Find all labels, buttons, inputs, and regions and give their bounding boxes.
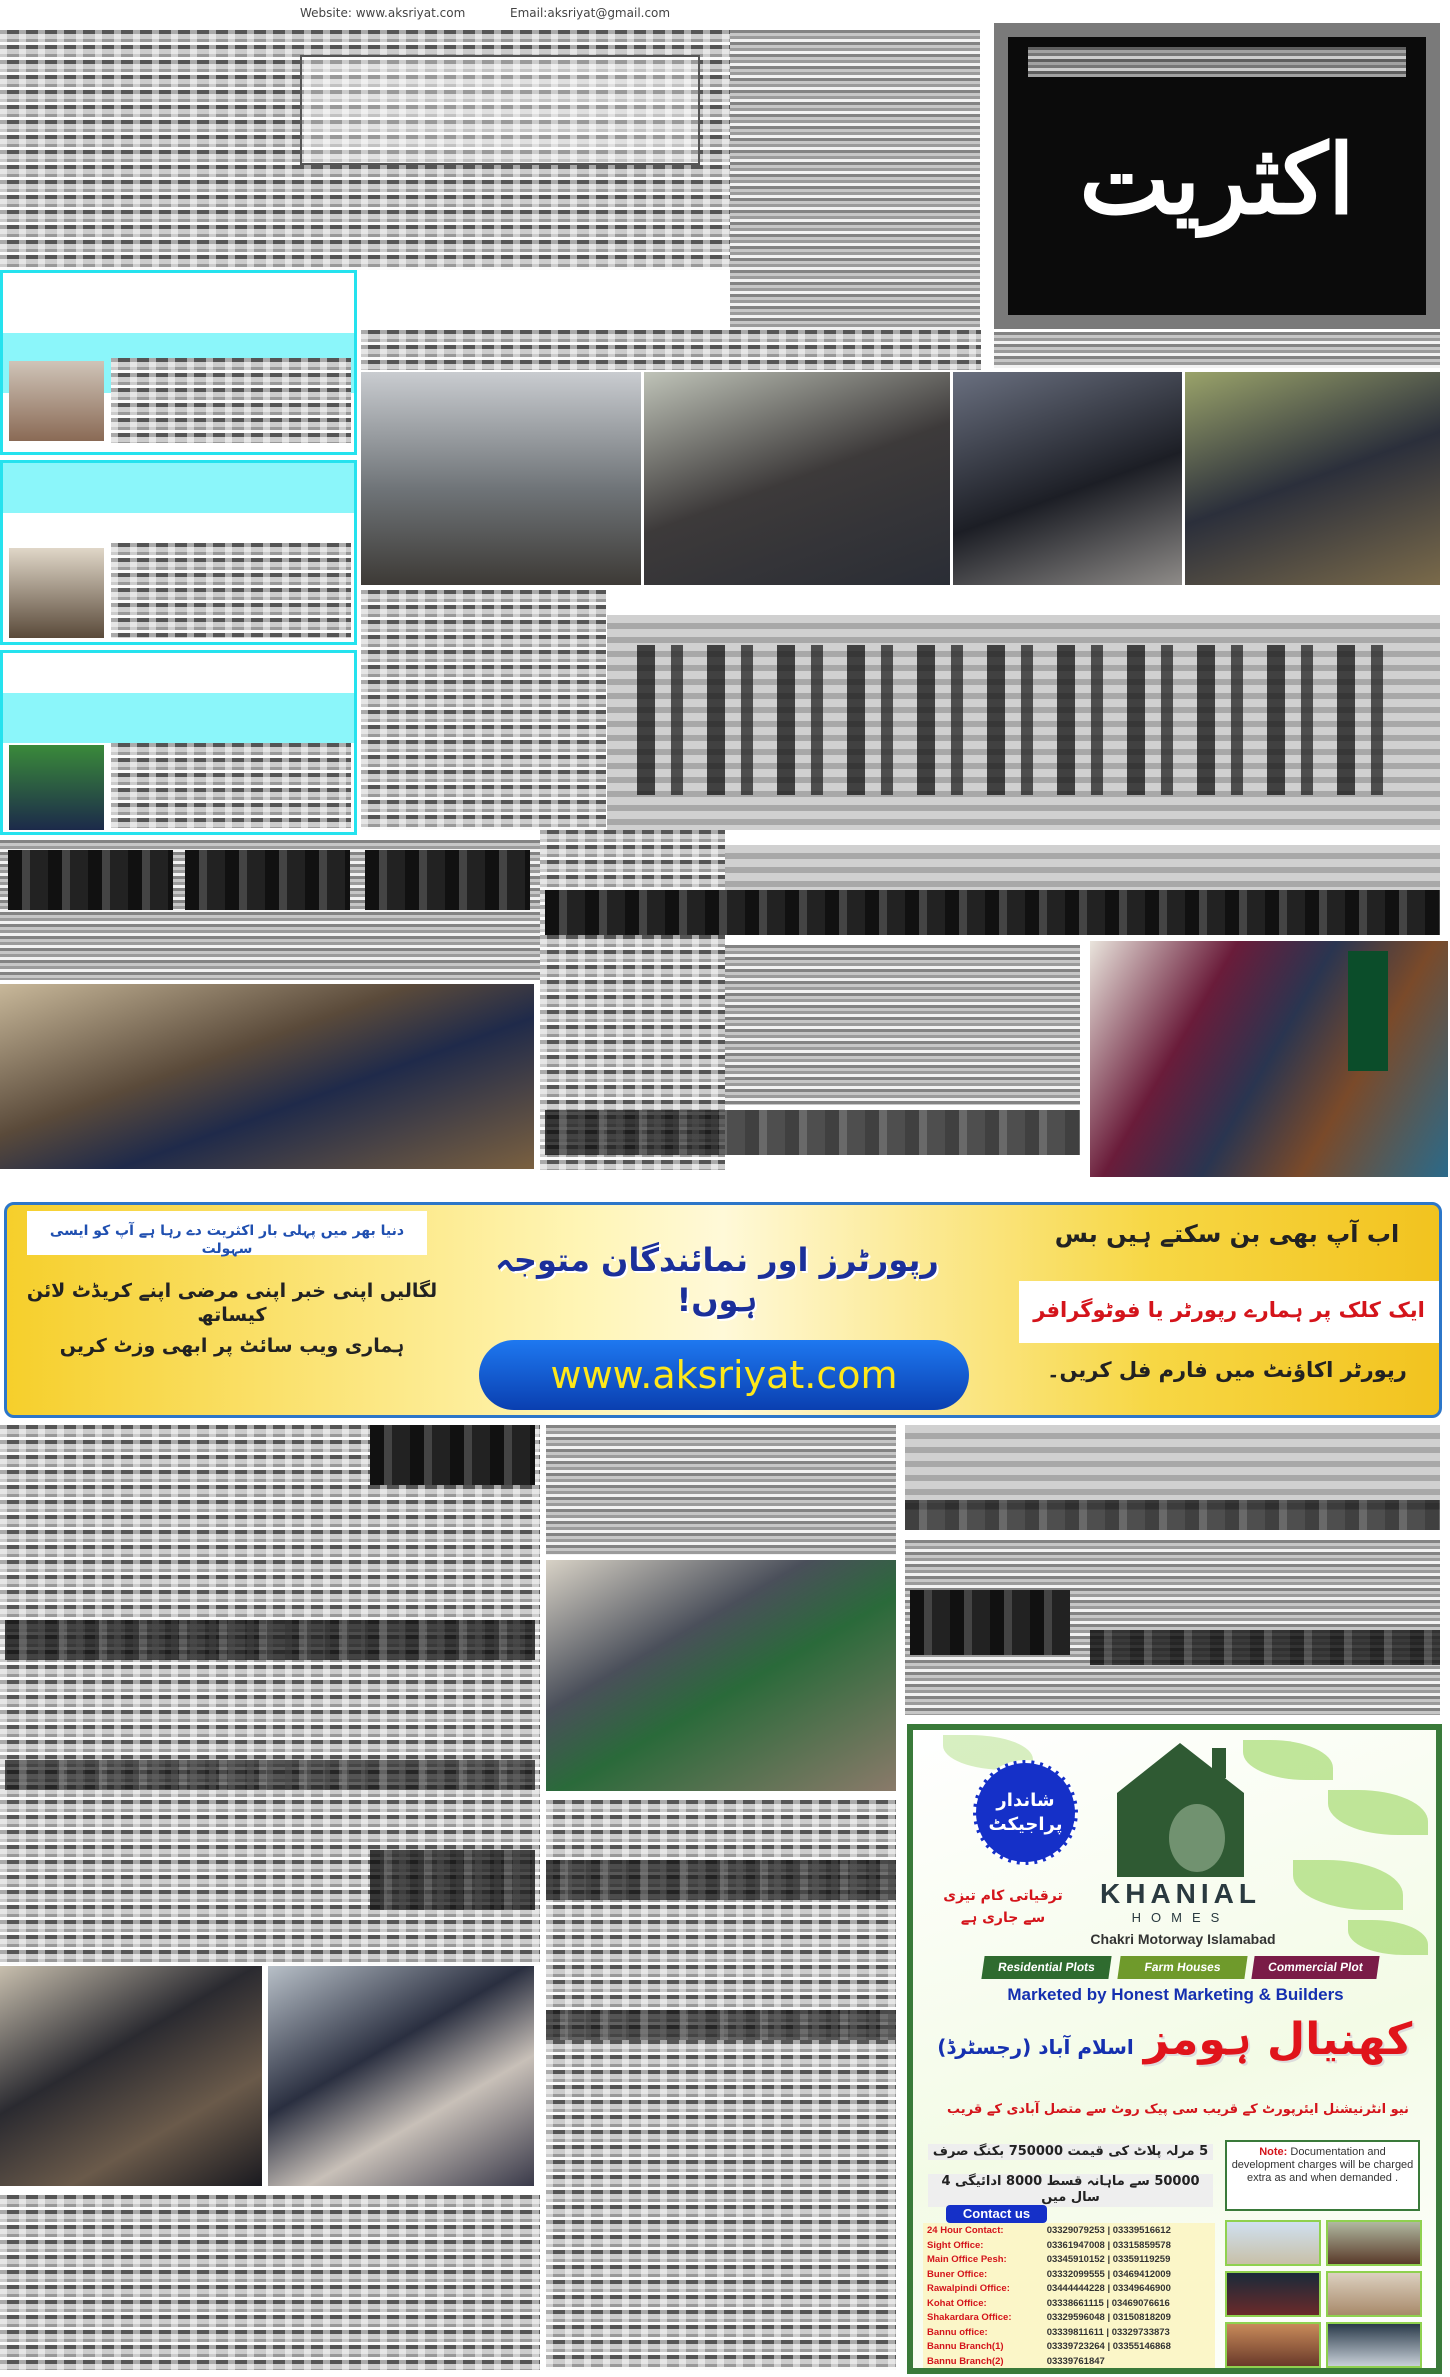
contact-row xyxy=(927,2253,1211,2268)
meeting-photo xyxy=(0,984,534,1169)
news-photo-strip xyxy=(361,372,1440,585)
office-name: Bannu Branch(2) xyxy=(927,2355,1004,2367)
tag-farm-houses: Farm Houses xyxy=(1117,1956,1247,1979)
brand-sub: HOMES xyxy=(1131,1910,1230,1925)
photo-caption-text xyxy=(361,330,981,370)
note-box xyxy=(1225,2140,1420,2211)
lower-right-strip xyxy=(905,1500,1440,1530)
brief-text xyxy=(111,358,351,443)
project-photo xyxy=(1225,2220,1321,2266)
contact-row xyxy=(927,2268,1211,2283)
brand-name: KHANIAL xyxy=(1100,1878,1261,1909)
top-middle-text xyxy=(730,30,980,330)
email-label: Email:aksriyat@gmail.com xyxy=(510,6,671,20)
urdu-title-red: کھنیال ہومز xyxy=(1143,2014,1413,2065)
brief-text xyxy=(111,543,351,638)
news-photo xyxy=(953,372,1182,585)
project-photo xyxy=(1225,2322,1321,2368)
project-photos xyxy=(1225,2220,1422,2368)
contact-row xyxy=(927,2311,1211,2326)
masthead xyxy=(994,23,1440,329)
office-name: Bannu office: xyxy=(927,2326,988,2338)
mini-headline xyxy=(365,850,530,910)
project-photo xyxy=(1326,2271,1422,2317)
brief-box-1 xyxy=(0,270,357,455)
marketed-by: Marketed by Honest Marketing & Builders xyxy=(1007,1985,1344,2004)
banner-left-line1: لگالیں اپنی خبر اپنی مرضی اپنے کریڈٹ لائن کیساتھ xyxy=(26,1280,438,1326)
office-meeting-photo xyxy=(546,1560,896,1791)
lower-headline xyxy=(5,1620,535,1660)
news-photo xyxy=(1185,372,1440,585)
portrait-photo xyxy=(9,745,104,830)
contact-row xyxy=(927,2355,1211,2370)
lower-headline xyxy=(370,1425,535,1485)
lower-middle-text xyxy=(546,1425,896,1555)
price-line-2: 50000 سے ماہانہ قسط 8000 ادائیگی 4 سال میں xyxy=(928,2174,1213,2207)
office-phones: 03339761847 xyxy=(1046,2355,1105,2367)
contact-row xyxy=(927,2282,1211,2297)
brief-box-2 xyxy=(0,460,357,645)
office-name: Kohat Office: xyxy=(927,2297,987,2309)
price-line-1: 5 مرلہ پلاٹ کی قیمت 750000 بکنگ صرف xyxy=(928,2144,1213,2160)
story-headline xyxy=(545,1110,1080,1155)
office-phones: 03329596048 | 03150818209 xyxy=(1046,2312,1171,2323)
contact-row xyxy=(927,2224,1211,2239)
lower-right-headline-2 xyxy=(1090,1630,1440,1665)
tag-residential-plots: Residential Plots xyxy=(981,1956,1111,1979)
portrait-photo xyxy=(9,548,104,638)
project-photo xyxy=(1326,2220,1422,2266)
office-name: Sight Office: xyxy=(927,2239,984,2251)
office-phones: 03332099555 | 03469412009 xyxy=(1046,2268,1171,2280)
office-phones: 03339811611 | 03329733873 xyxy=(1046,2326,1170,2338)
tag-commercial-plot: Commercial Plot xyxy=(1251,1956,1379,1979)
website-label: Website: www.aksriyat.com xyxy=(300,6,466,20)
office-phones: 03361947008 | 03315859578 xyxy=(1046,2239,1171,2251)
portrait-photo xyxy=(9,361,104,441)
office-phones: 03338661115 | 03469076616 xyxy=(1046,2297,1170,2309)
project-photo xyxy=(1326,2322,1422,2368)
office-name: Main Office Pesh: xyxy=(927,2254,1007,2265)
banner-headline: رپورٹرز اور نمائندگان متوجہ ہوں! xyxy=(495,1241,939,1319)
badge: شاندار پراجیکٹ xyxy=(973,1760,1078,1865)
office-phones: 03345910152 | 03359119259 xyxy=(1046,2254,1171,2265)
sub-headline-text xyxy=(361,590,606,830)
flag xyxy=(1348,951,1388,1071)
masthead-strip xyxy=(1028,47,1406,77)
office-name: Bannu Branch(1) xyxy=(927,2341,1004,2352)
masthead-sub-text xyxy=(994,332,1440,368)
khanial-homes-ad xyxy=(907,1724,1442,2374)
lower-headline xyxy=(5,1760,535,1790)
lower-right-headline xyxy=(905,1425,1440,1510)
lower-right-headline-box xyxy=(910,1590,1070,1655)
office-name: Rawalpindi Office: xyxy=(927,2283,1010,2294)
note-text: Documentation and development charges will be charged extra as and when demanded . xyxy=(1231,2146,1414,2185)
note-label: Note: xyxy=(1259,2146,1288,2158)
news-photo xyxy=(361,372,641,585)
contact-row xyxy=(927,2297,1211,2312)
office-name: Buner Office: xyxy=(927,2268,988,2280)
banner-right-line1: اب آپ بھی بن سکتے ہیں بس xyxy=(1054,1220,1400,1248)
house-logo-icon xyxy=(1117,1743,1244,1877)
contact-row xyxy=(927,2340,1211,2355)
banner-left-line2: ہماری ویب سائٹ پر ابھی وزٹ کریں xyxy=(59,1335,405,1357)
brief-box-3 xyxy=(0,650,357,835)
contact-table xyxy=(923,2223,1215,2368)
story-text xyxy=(725,945,1080,1105)
top-story-box xyxy=(300,55,700,165)
website-link-button[interactable]: www.aksriyat.com xyxy=(479,1340,969,1410)
office-phones: 03339723264 | 03355146868 xyxy=(1046,2341,1171,2352)
office-phones: 03444444228 | 03349646900 xyxy=(1046,2283,1171,2294)
urdu-location: نیو انٹرنیشنل ایئرپورٹ کے قریب سی پیک روٹ سے متصل آبادی کے قریب xyxy=(947,2102,1409,2117)
lower-middle-headline xyxy=(546,2010,896,2040)
official-meeting-photo xyxy=(1090,941,1448,1177)
group-photo xyxy=(268,1966,534,2186)
office-phones: 03329079253 | 03339516612 xyxy=(1046,2225,1171,2236)
banner-right-line2: ایک کلک پر ہمارے رپورٹر یا فوٹوگرافر xyxy=(1019,1281,1439,1343)
banner-right-line3: رپورٹر اکاؤنٹ میں فارم فل کریں۔ xyxy=(1047,1358,1407,1382)
lower-headline xyxy=(370,1850,535,1910)
brief-text xyxy=(111,743,351,828)
news-photo xyxy=(644,372,950,585)
contact-row xyxy=(927,2326,1211,2341)
banner-left-tag: دنیا بھر میں پہلی بار اکثریت دے رہا ہے آپ کو ایسی سہولت xyxy=(27,1211,427,1255)
main-headline xyxy=(607,615,1440,830)
office-name: Shakardara Office: xyxy=(927,2312,1012,2323)
mini-headline xyxy=(8,850,173,910)
location-label: Chakri Motorway Islamabad xyxy=(1090,1931,1276,1947)
project-photo xyxy=(1225,2271,1321,2317)
bottom-left-text xyxy=(0,2195,540,2370)
masthead-logo: اکثریت xyxy=(1079,123,1355,236)
mini-headline xyxy=(185,850,350,910)
reporters-banner-ad xyxy=(4,1202,1442,1418)
office-name: 24 Hour Contact: xyxy=(927,2225,1004,2236)
contact-us-label: Contact us xyxy=(946,2205,1047,2223)
secondary-headline xyxy=(545,890,1440,935)
lower-middle-headline xyxy=(546,1860,896,1900)
contact-row xyxy=(927,2239,1211,2254)
handshake-photo xyxy=(0,1966,262,2186)
progress-note: ترقیاتی کام تیزی سے جاری ہے xyxy=(943,1888,1063,1927)
urdu-title-blue: اسلام آباد (رجسٹرڈ) xyxy=(937,2035,1134,2059)
